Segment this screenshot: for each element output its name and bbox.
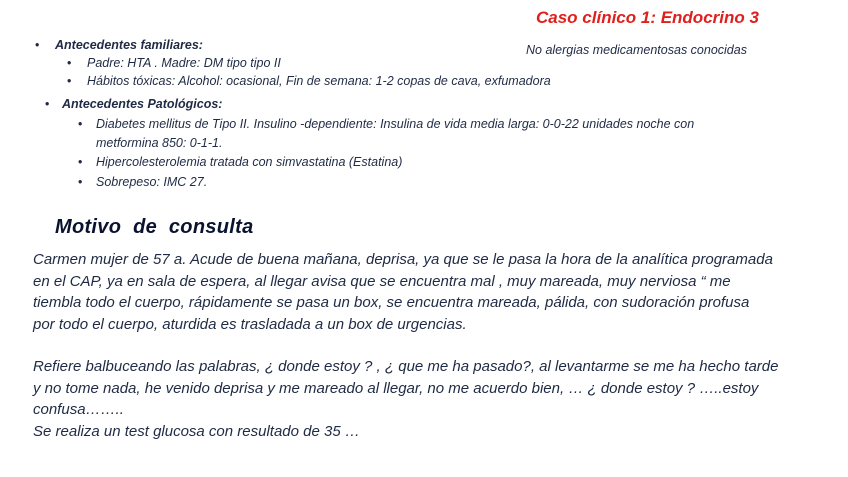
paragraph-line: Carmen mujer de 57 a. Acude de buena mañana, deprisa, ya que se le pasa la hora de la analítica programada bbox=[33, 251, 773, 268]
bullet-icon: • bbox=[67, 56, 72, 70]
bullet-icon: • bbox=[67, 74, 72, 88]
diabetes-text-1: Diabetes mellitus de Tipo II. Insulino -dependiente: Insulina de vida media larga: 0-0-22 unidades noche con bbox=[96, 117, 695, 131]
paragraph-1 bbox=[33, 249, 833, 335]
bullet-icon: • bbox=[78, 117, 83, 131]
paragraph-line: por todo el cuerpo, aturdida es trasladada a un box de urgencias. bbox=[33, 315, 467, 333]
paragraph-line: en el CAP, ya en sala de espera, al llegar avisa que se encuentra mal , muy mareada, muy nerviosa “ me bbox=[33, 272, 731, 290]
section-heading: Motivo de consulta bbox=[55, 216, 254, 238]
family-history-label: Antecedentes familiares: bbox=[55, 38, 203, 52]
bullet-icon: • bbox=[78, 175, 83, 189]
sobrepeso-text: Sobrepeso: IMC 27. bbox=[96, 175, 208, 189]
habitos-text: Hábitos tóxicas: Alcohol: ocasional, Fin de semana: 1-2 copas de cava, exfumadora bbox=[87, 74, 551, 88]
slide-title: Caso clínico 1: Endocrino 3 bbox=[536, 8, 759, 27]
paragraph-line: tiembla todo el cuerpo, rápidamente se pasa un box, se encuentra mareada, pálida, con sudoración profusa bbox=[33, 294, 750, 311]
padre-text: Padre: HTA . Madre: DM tipo tipo II bbox=[87, 56, 281, 70]
bullet-icon: • bbox=[35, 38, 40, 52]
allergy-note: No alergias medicamentosas conocidas bbox=[526, 43, 747, 57]
paragraph-line: Se realiza un test glucosa con resultado de 35 … bbox=[33, 422, 360, 440]
paragraph-line: Refiere balbuceando las palabras, ¿ donde estoy ? , ¿ que me ha pasado?, al levantarme se me ha hecho tarde bbox=[33, 358, 779, 375]
paragraph-line: y no tome nada, he venido deprisa y me mareado al llegar, no me acuerdo bien, … ¿ donde estoy ? …..estoy bbox=[33, 379, 759, 397]
pathological-history-label: Antecedentes Patológicos: bbox=[62, 97, 223, 111]
hiperco-text: Hipercolesterolemia tratada con simvastatina (Estatina) bbox=[96, 155, 403, 169]
bullet-icon: • bbox=[45, 97, 50, 111]
paragraph-line: confusa…….. bbox=[33, 401, 124, 418]
diabetes-text-2: metformina 850: 0-1-1. bbox=[96, 136, 223, 150]
paragraph-2 bbox=[33, 356, 833, 442]
bullet-icon: • bbox=[78, 155, 83, 169]
